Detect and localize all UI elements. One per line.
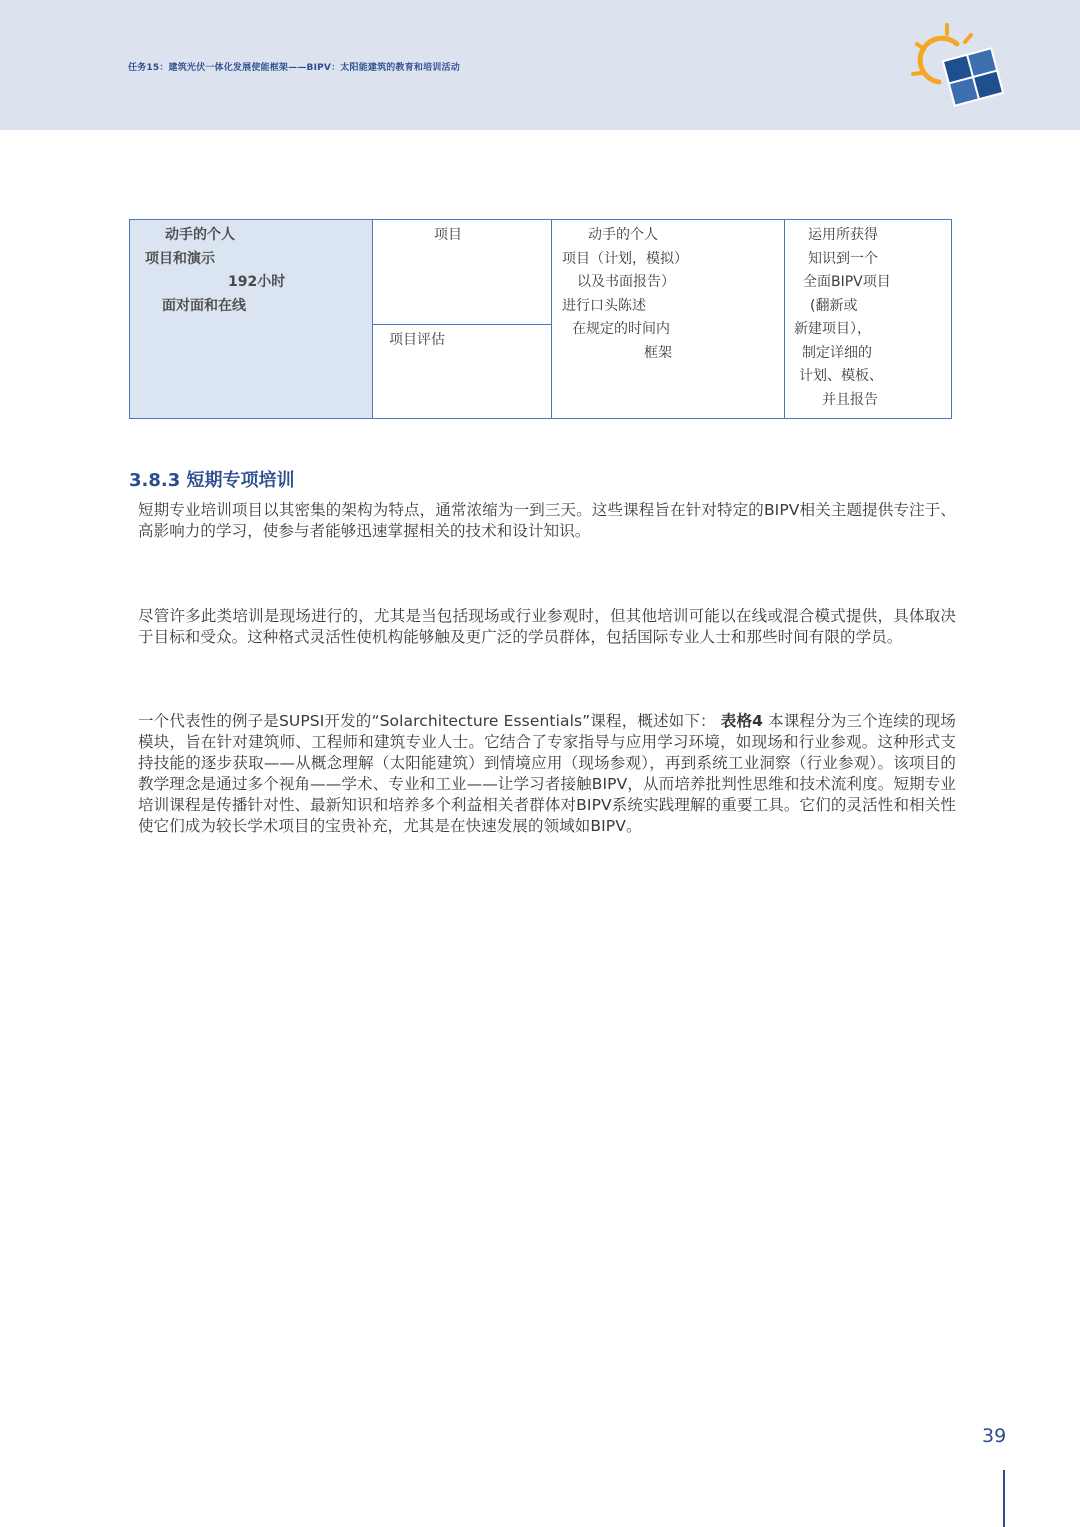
paragraph-text: 一个代表性的例子是SUPSI开发的“Solarchitecture Essentials”课程，概述如下： — [138, 712, 716, 730]
table-text-line: 项目和演示 — [145, 250, 215, 267]
table-text-line: 面对面和在线 — [162, 297, 246, 314]
table-text-line: (翻新或 — [810, 297, 858, 314]
section-heading: 3.8.3 短期专项培训 — [129, 470, 295, 491]
table-cell-project — [373, 220, 552, 325]
table-text-line: 项目评估 — [389, 332, 445, 348]
table-text-line: 以及书面报告） — [577, 274, 675, 290]
header-title: 任务15：建筑光伏一体化发展使能框架——BIPV：太阳能建筑的教育和培训活动 — [128, 63, 460, 73]
table-text-line: 进行口头陈述 — [562, 297, 646, 314]
body-paragraph: 尽管许多此类培训是现场进行的，尤其是当包括现场或行业参观时，但其他培训可能以在线或混合模式提供，具体取决于目标和受众。这种格式灵活性使机构能够触及更广泛的学员群体，包括国际专业人士和那些时间有限的学员。 — [138, 607, 956, 646]
table-cell-outcome — [785, 220, 952, 419]
page-rule-divider — [1003, 1470, 1005, 1527]
table-text-line: 动手的个人 — [165, 227, 235, 243]
table-text-line: 运用所获得 — [808, 227, 878, 243]
table-cell-assessment — [373, 325, 552, 419]
body-paragraph: 短期专业培训项目以其密集的架构为特点，通常浓缩为一到三天。这些课程旨在针对特定的BIPV相关主题提供专注于、高影响力的学习，使参与者能够迅速掌握相关的技术和设计知识。 — [138, 501, 956, 540]
table-text-line: 框架 — [644, 344, 672, 361]
table-text-line: 计划、模板、 — [799, 368, 883, 384]
table-text-line: 项目 — [434, 227, 462, 243]
table-cell-description — [552, 220, 785, 419]
table-text-line: 知识到一个 — [808, 250, 878, 267]
table-text-line: 动手的个人 — [588, 227, 658, 243]
table-text-line: 制定详细的 — [802, 344, 872, 361]
table-text-line: 项目（计划，模拟） — [562, 250, 688, 267]
table-cell-format — [130, 220, 373, 419]
course-structure-table — [129, 219, 952, 419]
page-header — [0, 0, 1080, 130]
sun-solar-panel-logo-icon — [905, 22, 1005, 112]
paragraph-text: 本课程分为三个连续的现场模块，旨在针对建筑师、工程师和建筑专业人士。它结合了专家指导与应用学习环境，如现场和行业参观。这种形式支持技能的逐步获取——从概念理解（太阳能建筑）到情境应用（现场参观），再到系统工业洞察（行业参观）。该项目的教学理念是通过多个视角——学术、专业和工业——让学习者接触BIPV，从而培养批判性思维和技术流利度。短期专业培训课程是传播针对性、最新知识和培养多个利益相关者群体对BIPV系统实践理解的重要工具。它们的灵活性和相关性使它们成为较长学术项目的宝贵补充，尤其是在快速发展的领域如BIPV。 — [138, 712, 956, 835]
body-paragraph — [138, 711, 956, 837]
table-text-line: 全面BIPV项目 — [803, 274, 891, 290]
table-text-line: 新建项目）， — [794, 321, 871, 337]
page-number: 39 — [982, 1425, 1007, 1447]
table-text-line: 并且报告 — [822, 391, 878, 408]
table-reference-link[interactable]: 表格4 — [720, 712, 763, 730]
table-text-line: 在规定的时间内 — [572, 321, 670, 337]
table-text-line: 192小时 — [228, 274, 286, 290]
